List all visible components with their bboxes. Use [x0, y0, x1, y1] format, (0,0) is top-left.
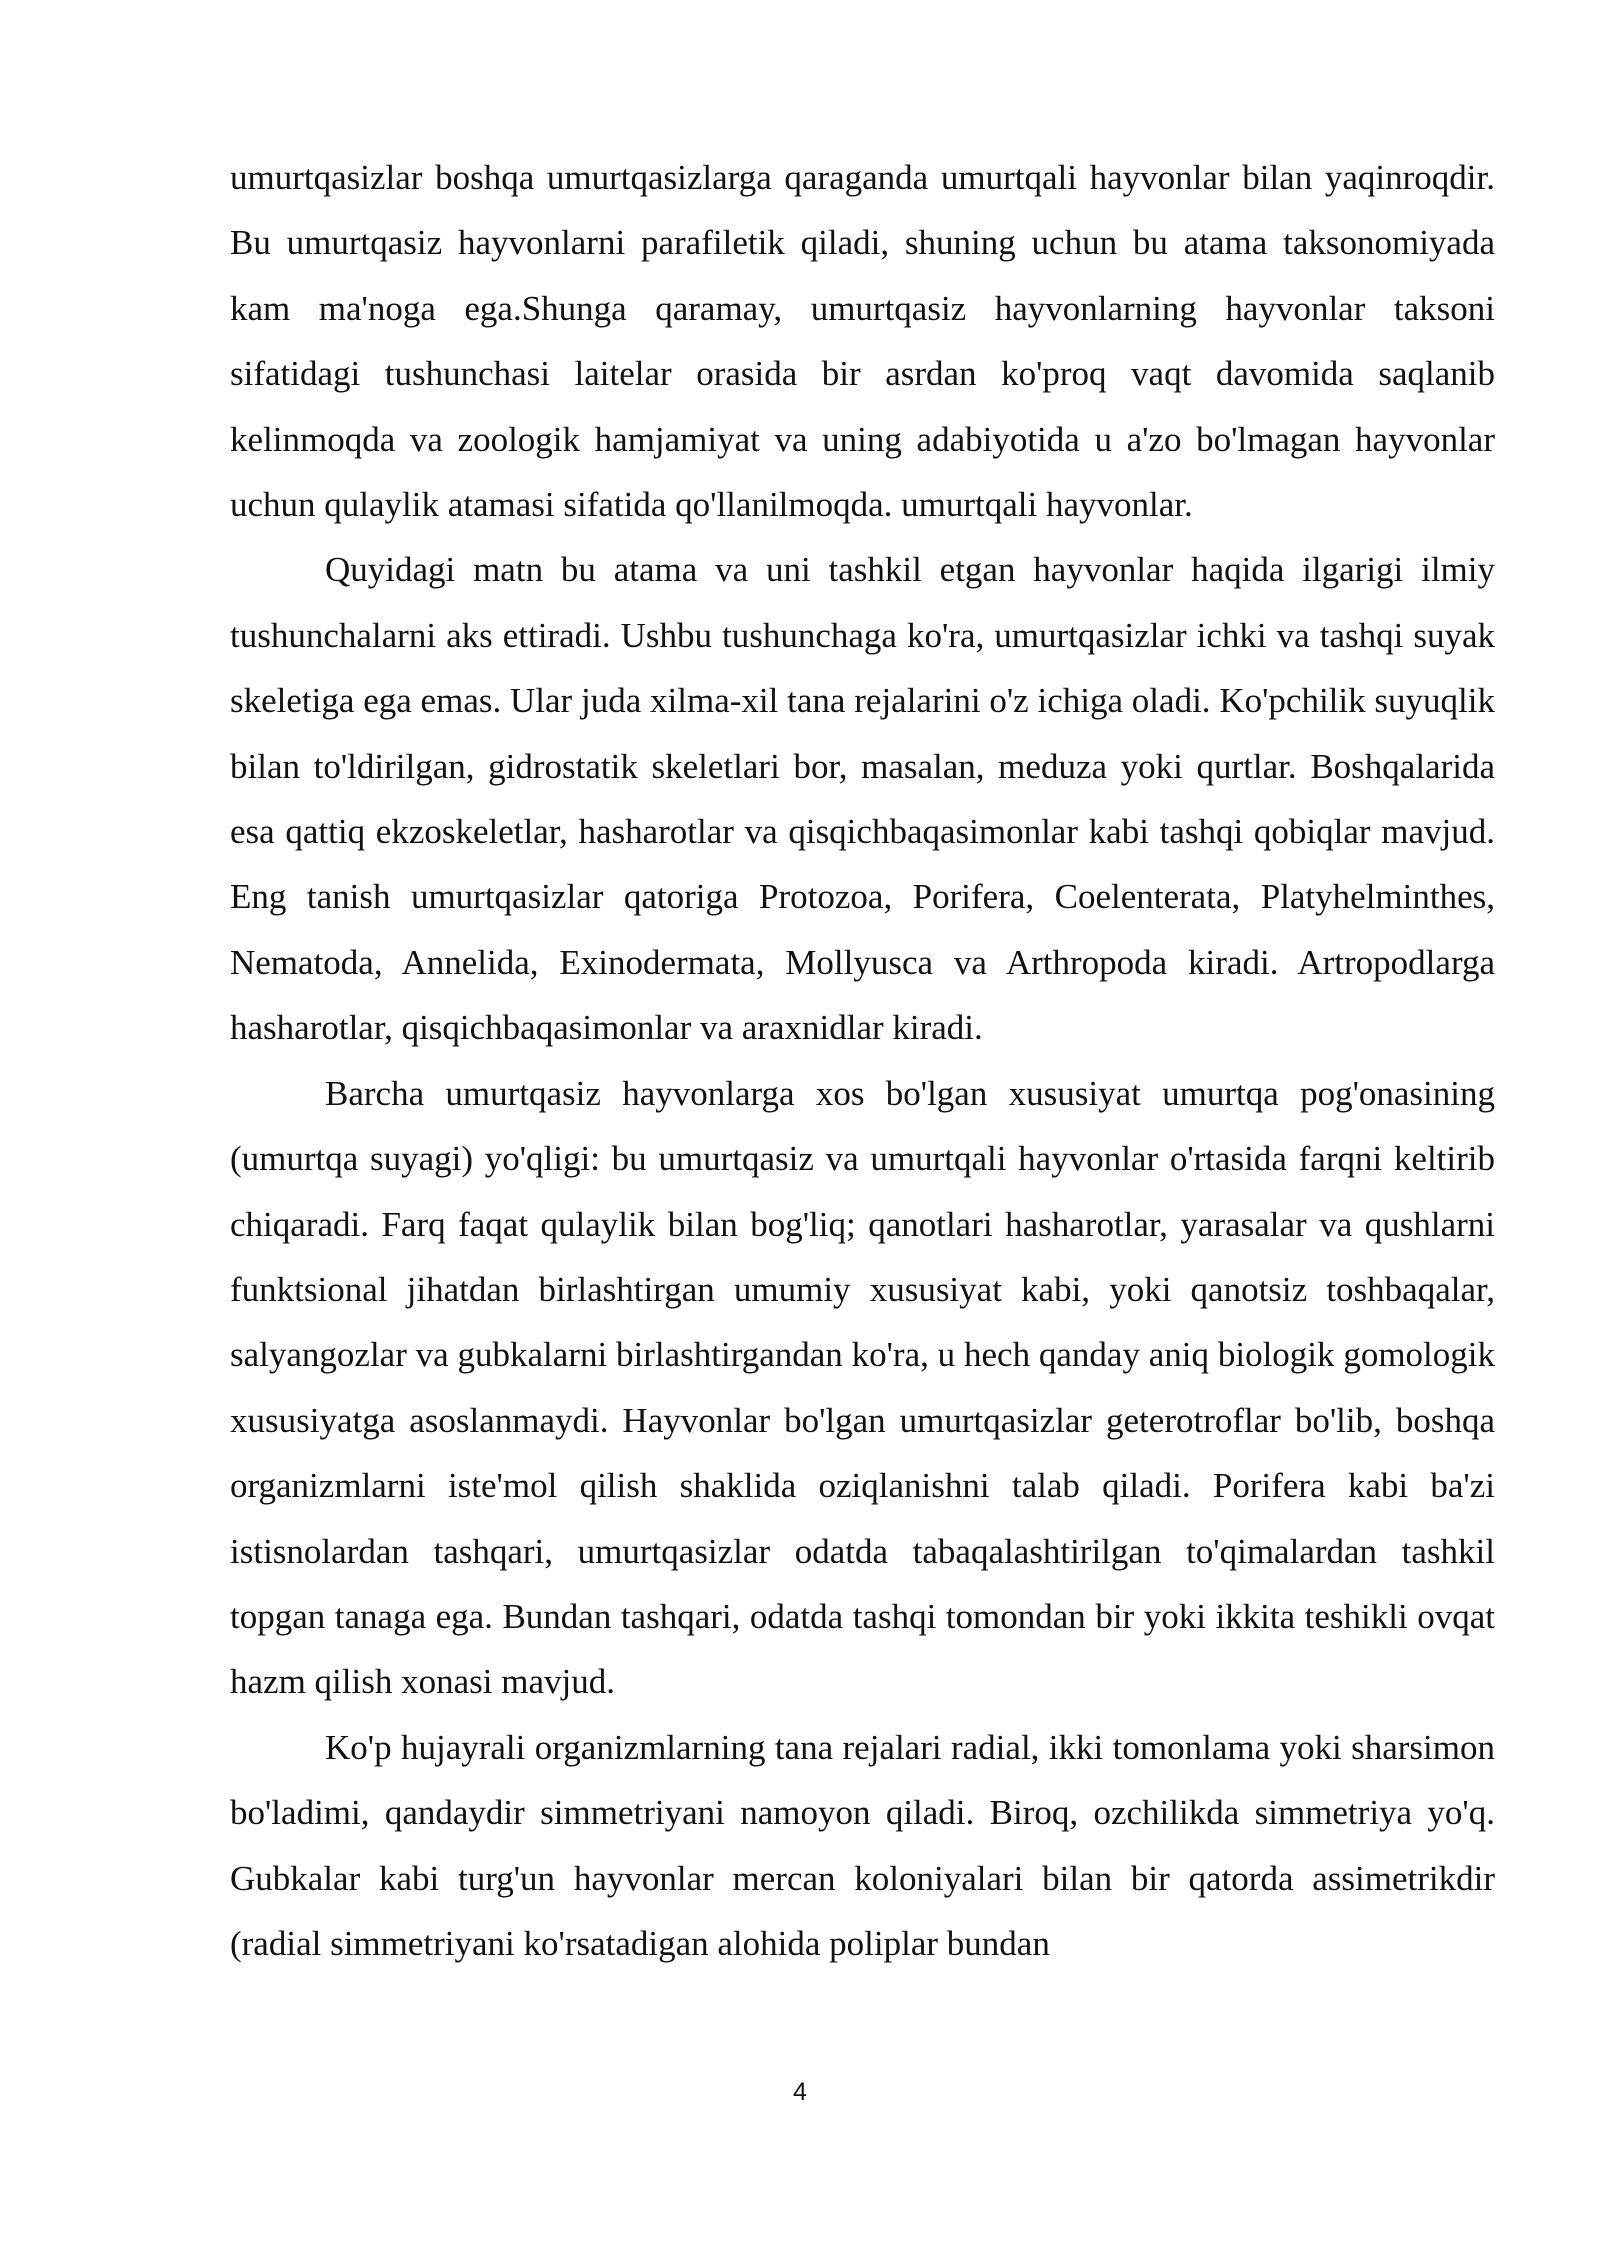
paragraph-2: Quyidagi matn bu atama va uni tashkil etgan hayvonlar haqida ilgarigi ilmiy tushunchalarni aks ettiradi. Ushbu tushunchaga ko'ra, umurtqasizlar ichki va tashqi suyak skeletiga ega emas. Ular juda xilma-xil tana rejalarini o'z ichiga oladi. Ko'pchilik suyuqlik bilan to'ldirilgan, gidrostatik skeletlari bor, masalan, meduza yoki qurtlar. Boshqalarida esa qattiq ekzoskeletlar, hasharotlar va qisqichbaqasimonlar kabi tashqi qobiqlar mavjud. Eng tanish umurtqasizlar qatoriga Protozoa, Porifera, Coelenterata, Platyhelminthes, Nematoda, Annelida, Exinodermata, Mollyusca va Arthropoda kiradi. Artropodlarga hasharotlar, qisqichbaqasimonlar va araxnidlar kiradi.	[230, 550, 1495, 1048]
paragraph-3: Barcha umurtqasiz hayvonlarga xos bo'lgan xususiyat umurtqa pog'onasining (umurtqa suyagi) yo'qligi: bu umurtqasiz va umurtqali hayvonlar o'rtasida farqni keltirib chiqaradi. Farq faqat qulaylik bilan bog'liq; qanotlari hasharotlar, yarasalar va qushlarni funktsional jihatdan birlashtirgan umumiy xususiyat kabi, yoki qanotsiz toshbaqalar, salyangozlar va gubkalarni birlashtirgandan ko'ra, u hech qanday aniq biologik gomologik xususiyatga asoslanmaydi. Hayvonlar bo'lgan umurtqasizlar geterotroflar bo'lib, boshqa organizmlarni iste'mol qilish shaklida oziqlanishni talab qiladi. Porifera kabi ba'zi istisnolardan tashqari, umurtqasizlar odatda tabaqalashtirilgan to'qimalardan tashkil topgan tanaga ega. Bundan tashqari, odatda tashqi tomondan bir yoki ikkita teshikli ovqat hazm qilish xonasi mavjud.	[230, 1073, 1495, 1702]
paragraph-1: umurtqasizlar boshqa umurtqasizlarga qaraganda umurtqali hayvonlar bilan yaqinroqdir. Bu umurtqasiz hayvonlarni parafiletik qiladi, shuning uchun bu atama taksonomiyada kam ma'noga ega.Shunga qaramay, umurtqasiz hayvonlarning hayvonlar taksoni sifatidagi tushunchasi laitelar orasida bir asrdan ko'proq vaqt davomida saqlanib kelinmoqda va zoologik hamjamiyat va uning adabiyotida u a'zo bo'lmagan hayvonlar uchun qulaylik atamasi sifatida qo'llanilmoqda. umurtqali hayvonlar.	[230, 158, 1495, 525]
paragraph-4: Ko'p hujayrali organizmlarning tana rejalari radial, ikki tomonlama yoki sharsimon bo'ladimi, qandaydir simmetriyani namoyon qiladi. Biroq, ozchilikda simmetriya yo'q. Gubkalar kabi turg'un hayvonlar mercan koloniyalari bilan bir qatorda assimetrikdir (radial simmetriyani ko'rsatadigan alohida poliplar bundan	[230, 1727, 1495, 1963]
document-page	[230, 145, 1495, 1976]
page-number: 4	[793, 2078, 807, 2106]
